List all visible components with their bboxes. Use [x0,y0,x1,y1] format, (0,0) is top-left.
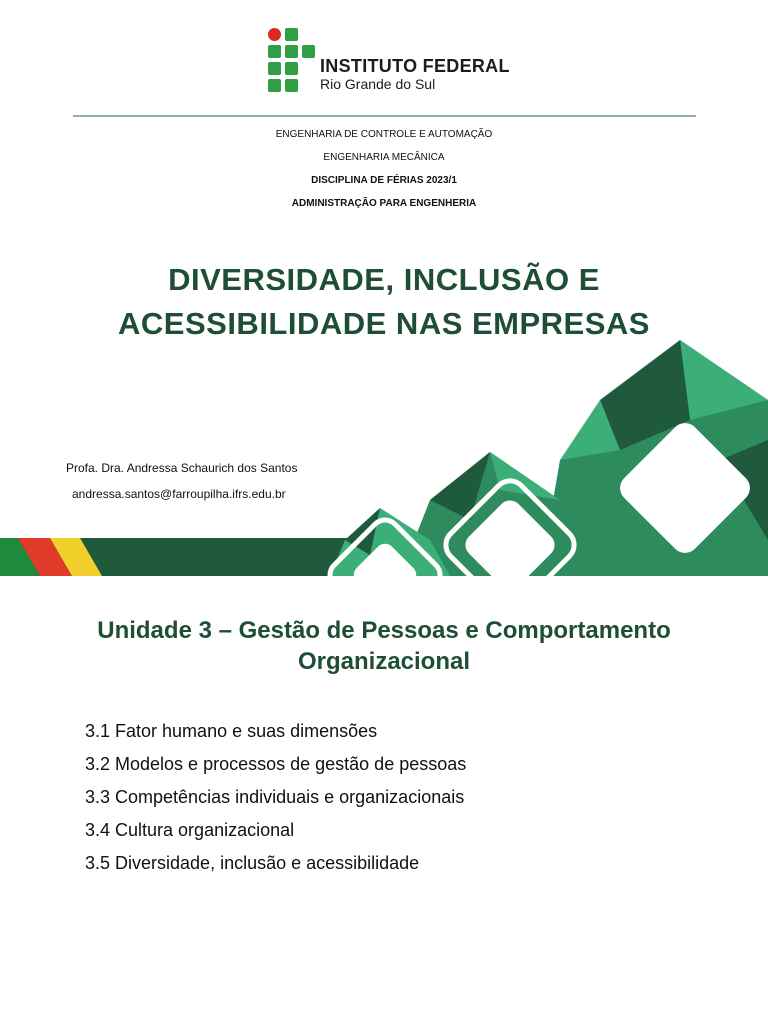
unit-title-line: Organizacional [297,648,471,675]
logo-title: INSTITUTO FEDERAL [320,56,510,76]
term-line: DISCIPLINA DE FÉRIAS 2023/1 [311,175,457,186]
logo-square [285,62,298,75]
logo-dot [268,28,281,41]
discipline-line: ADMINISTRAÇÃO PARA ENGENHERIA [291,198,477,209]
list-item: 3.3 Competências individuais e organizacionais [85,787,465,807]
author-email: andressa.santos@farroupilha.ifrs.edu.br [72,487,286,501]
logo-square [268,45,281,58]
decorative-band [0,340,768,580]
band-clip [0,576,768,580]
course-line: ENGENHARIA DE CONTROLE E AUTOMAÇÃO [275,129,493,140]
logo-square [302,45,315,58]
list-item: 3.1 Fator humano e suas dimensões [85,721,378,741]
topic-list [85,716,466,881]
page-title [0,258,768,346]
ifrs-logo [268,28,508,92]
list-item: 3.2 Modelos e processos de gestão de pessoas [85,754,467,774]
author-name: Profa. Dra. Andressa Schaurich dos Santos [66,461,298,475]
title-line: ACESSIBILIDADE NAS EMPRESAS [118,306,650,341]
course-header [0,127,768,219]
unit-title-line: Unidade 3 – Gestão de Pessoas e Comportamento [97,617,671,644]
list-item: 3.5 Diversidade, inclusão e acessibilidade [85,853,420,873]
title-line: DIVERSIDADE, INCLUSÃO E [168,262,600,297]
logo-subtitle: Rio Grande do Sul [320,76,436,92]
logo-square [285,79,298,92]
logo-square [268,62,281,75]
logo-square [268,79,281,92]
unit-title [0,615,768,677]
course-line: ENGENHARIA MECÂNICA [323,152,445,163]
logo-square [285,28,298,41]
logo-mark-icon [268,28,316,92]
header-divider [73,115,696,117]
list-item: 3.4 Cultura organizacional [85,820,295,840]
logo-square [285,45,298,58]
